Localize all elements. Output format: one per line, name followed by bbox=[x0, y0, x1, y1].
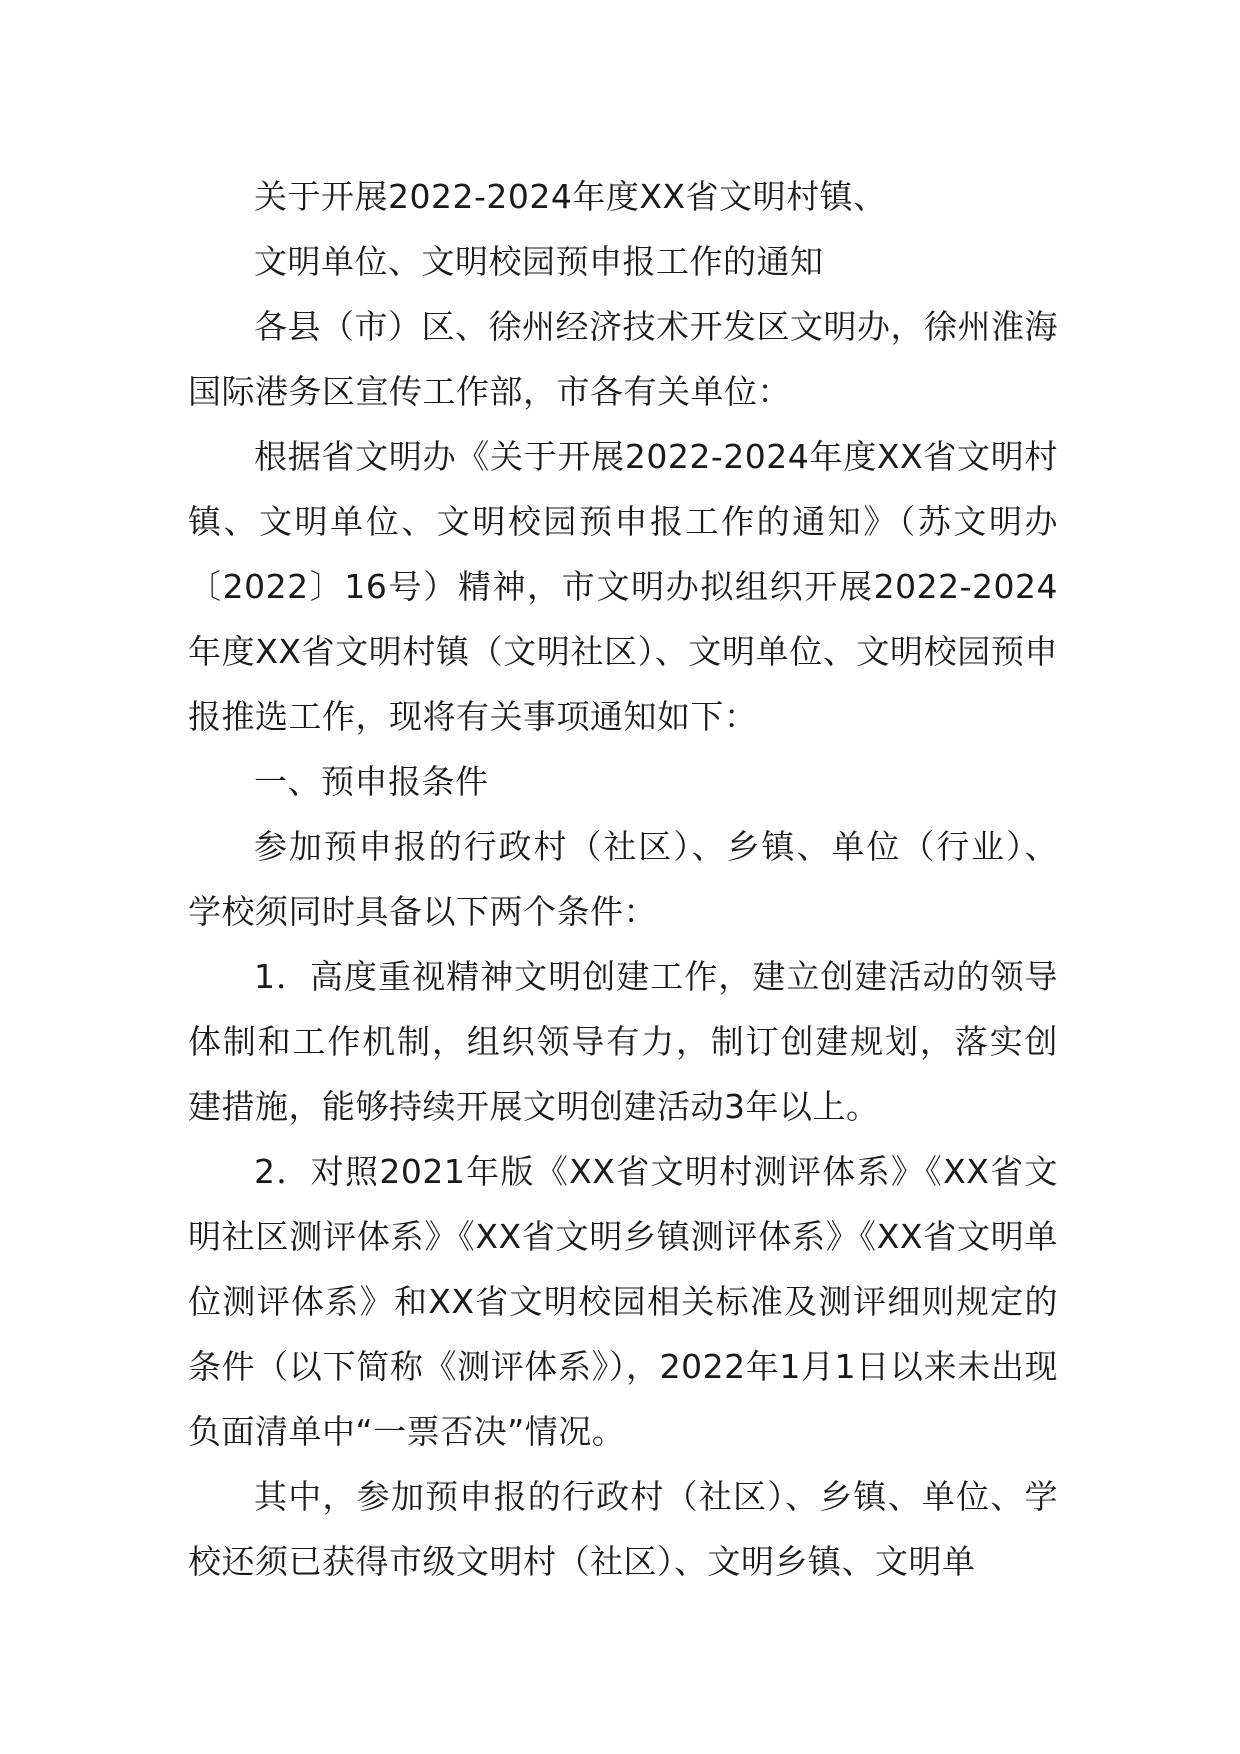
condition-1-paragraph: 1．高度重视精神文明创建工作，建立创建活动的领导体制和工作机制，组织领导有力，制订创建规划，落实创建措施，能够持续开展文明创建活动3年以上。 bbox=[188, 957, 1058, 1126]
addressee-paragraph: 各县（市）区、徐州经济技术开发区文明办，徐州淮海国际港务区宣传工作部，市各有关单位： bbox=[188, 307, 1058, 411]
section-1-lead-paragraph: 参加预申报的行政村（社区）、乡镇、单位（行业）、学校须同时具备以下两个条件： bbox=[188, 827, 1058, 931]
additional-requirement-paragraph: 其中，参加预申报的行政村（社区）、乡镇、单位、学校还须已获得市级文明村（社区）、文明乡镇、文明单 bbox=[188, 1477, 1058, 1581]
condition-2-paragraph: 2．对照2021年版《XX省文明村测评体系》《XX省文明社区测评体系》《XX省文明乡镇测评体系》《XX省文明单位测评体系》和XX省文明校园相关标准及测评细则规定的条件（以下简称《测评体系》），2022年1月1日以来未出现负面清单中“一票否决”情况。 bbox=[188, 1152, 1058, 1451]
title-line-2: 文明单位、文明校园预申报工作的通知 bbox=[254, 242, 824, 281]
title-line-1: 关于开展2022-2024年度XX省文明村镇、 bbox=[254, 177, 887, 216]
section-1-heading: 一、预申报条件 bbox=[254, 762, 489, 801]
document-body bbox=[188, 164, 1058, 1594]
intro-paragraph: 根据省文明办《关于开展2022-2024年度XX省文明村镇、文明单位、文明校园预申报工作的通知》（苏文明办〔2022〕16号）精神，市文明办拟组织开展2022-2024年度XX省文明村镇（文明社区）、文明单位、文明校园预申报推选工作，现将有关事项通知如下： bbox=[188, 437, 1058, 736]
